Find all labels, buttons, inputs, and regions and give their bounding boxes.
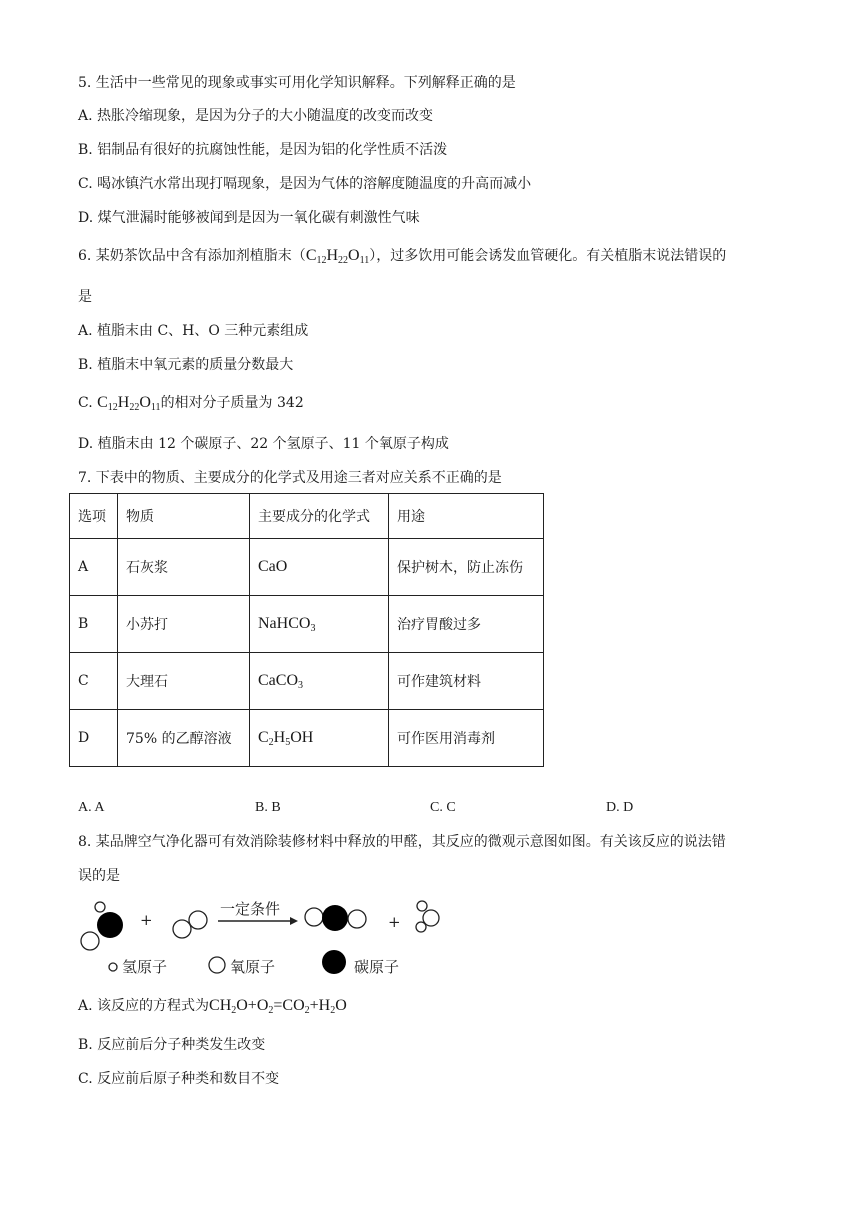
oxygen-atom-icon: [209, 957, 225, 973]
q6-option-a: A. 植脂末由 C、H、O 三种元素组成: [78, 323, 309, 339]
reaction-condition: 一定条件: [220, 900, 281, 918]
legend: [109, 950, 399, 976]
carbon-atom-icon: [322, 950, 346, 974]
substance-cell: 大理石: [118, 653, 250, 710]
formula-cell: CaCO$_3$: [250, 653, 389, 710]
q5-option-c: C. 喝冰镇汽水常出现打嗝现象，是因为气体的溶解度随温度的升高而减小: [78, 176, 532, 192]
q7-choice-c: C. C: [430, 800, 456, 815]
option-cell: C: [70, 653, 118, 710]
q6-stem-pre: 6. 某奶茶饮品中含有添加剂植脂末（: [78, 248, 306, 264]
use-cell: 治疗胃酸过多: [389, 596, 544, 653]
table-row: [70, 653, 544, 710]
q7-choice-b: B. B: [255, 800, 281, 815]
carbon-dioxide-molecule: [305, 905, 366, 931]
legend-carbon: 碳原子: [354, 958, 400, 976]
table-row: [70, 710, 544, 767]
q6-stem-post: ），过多饮用可能会诱发血管硬化。有关植脂末说法错误的: [369, 248, 727, 264]
q7-choice-a: A. A: [78, 800, 105, 815]
use-cell: 可作建筑材料: [389, 653, 544, 710]
table-header-row: [70, 494, 544, 539]
reaction-diagram: [72, 896, 452, 980]
q7-stem: 7. 下表中的物质、主要成分的化学式及用途三者对应关系不正确的是: [78, 470, 502, 486]
formula-cell: NaHCO$_3$: [250, 596, 389, 653]
plus-sign: +: [388, 913, 401, 931]
q5-option-d: D. 煤气泄漏时能够被闻到是因为一氧化碳有刺激性气味: [78, 210, 420, 226]
formula-cell: CaO: [250, 539, 389, 596]
oxygen-molecule: [173, 911, 207, 938]
header-cell: 物质: [118, 494, 250, 539]
reaction-arrow: [218, 917, 298, 925]
option-cell: D: [70, 710, 118, 767]
hydrogen-atom-icon: [109, 963, 117, 971]
q8-stem-line2: 误的是: [78, 868, 120, 884]
use-cell: 可作医用消毒剂: [389, 710, 544, 767]
header-cell: 用途: [389, 494, 544, 539]
q6-formula: $C_{12}H_{22}O_{11}$: [305, 247, 370, 266]
q7-choice-d: D. D: [606, 800, 634, 815]
q8-option-b: B. 反应前后分子种类发生改变: [78, 1037, 266, 1053]
option-cell: B: [70, 596, 118, 653]
q6-stem: [78, 246, 726, 266]
table-row: [70, 539, 544, 596]
substance-cell: 小苏打: [118, 596, 250, 653]
q5-option-a: A. 热胀冷缩现象，是因为分子的大小随温度的改变而改变: [78, 108, 434, 124]
q8-stem-line1: 8. 某品牌空气净化器可有效消除装修材料中释放的甲醛，其反应的微观示意图如图。有关该反应的说法错: [78, 834, 726, 850]
header-cell: 主要成分的化学式: [250, 494, 389, 539]
legend-hydrogen: 氢原子: [122, 958, 168, 976]
q5-option-b: B. 铝制品有很好的抗腐蚀性能，是因为铝的化学性质不活泼: [78, 142, 448, 158]
q6-stem-line2: 是: [78, 289, 92, 305]
q8-option-c: C. 反应前后原子种类和数目不变: [78, 1071, 280, 1087]
q7-table: [69, 493, 544, 767]
table-row: [70, 596, 544, 653]
plus-sign: +: [140, 911, 153, 929]
q6-option-c-formula: $C_{12}H_{22}O_{11}$: [97, 394, 161, 413]
use-cell: 保护树木，防止冻伤: [389, 539, 544, 596]
substance-cell: 75% 的乙醇溶液: [118, 710, 250, 767]
water-molecule: [416, 901, 439, 932]
q8-equation: $CH_2O+O_2=CO_2+H_2O$: [209, 997, 347, 1016]
q8-option-a: A. 该反应的方程式为$CH_2O+O_2=CO_2+H_2O$: [78, 997, 347, 1016]
formaldehyde-molecule: [81, 902, 123, 950]
q5-stem: 5. 生活中一些常见的现象或事实可用化学知识解释。下列解释正确的是: [78, 75, 516, 91]
q6-option-d: D. 植脂末由 12 个碳原子、22 个氢原子、11 个氧原子构成: [78, 436, 449, 452]
q6-option-b: B. 植脂末中氧元素的质量分数最大: [78, 357, 294, 373]
legend-oxygen: 氧原子: [230, 958, 276, 976]
option-cell: A: [70, 539, 118, 596]
header-cell: 选项: [70, 494, 118, 539]
formula-cell: $C_2H_5OH$: [250, 710, 389, 767]
substance-cell: 石灰浆: [118, 539, 250, 596]
q6-option-c: C. $C_{12}H_{22}O_{11}$的相对分子质量为 342: [78, 394, 304, 413]
